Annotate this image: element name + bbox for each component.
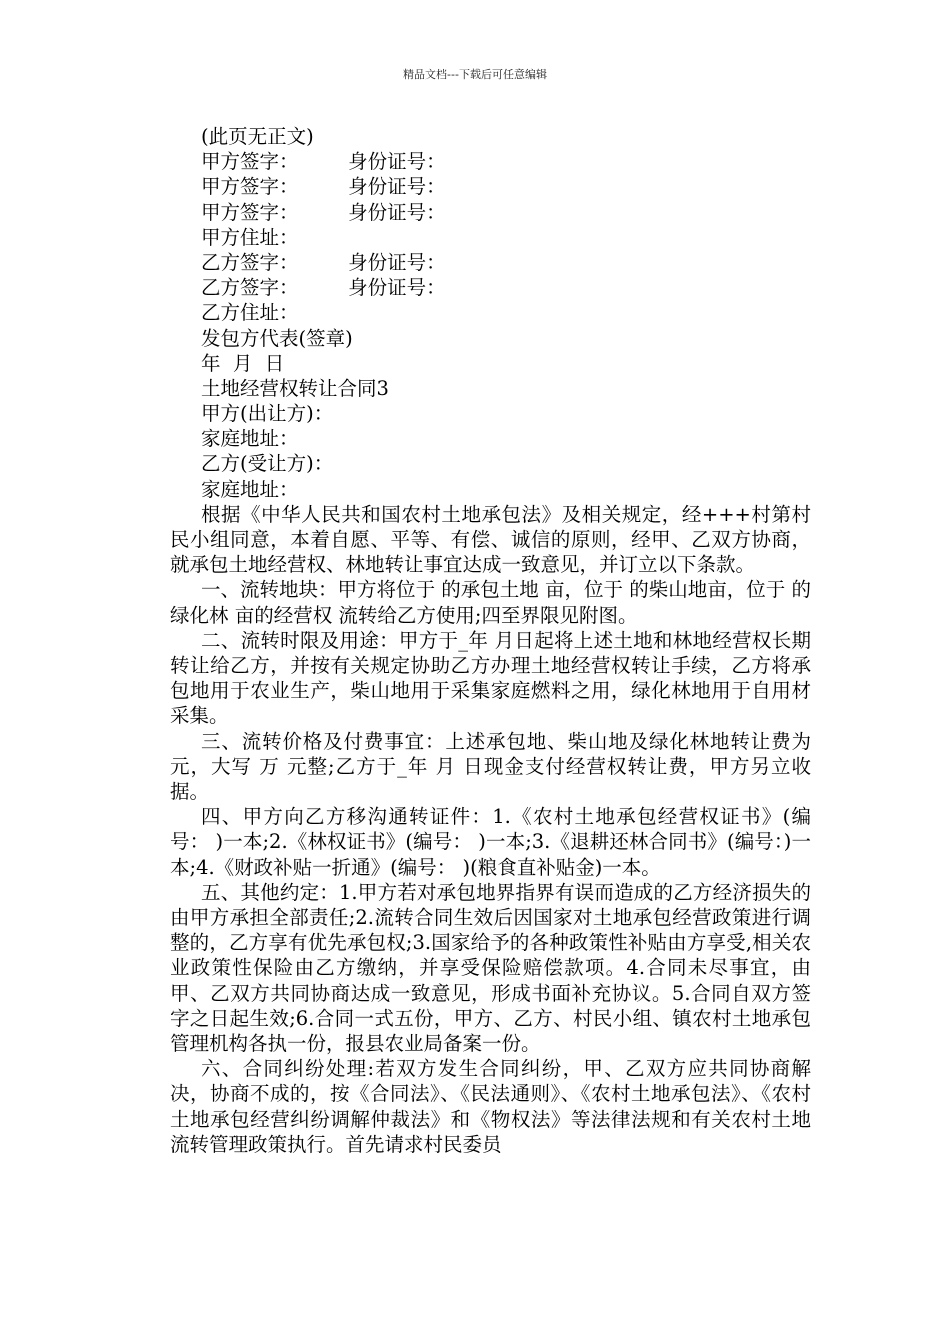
party-b-signature-2: 乙方签字： 身份证号： xyxy=(201,276,446,300)
party-b-home-address: 家庭地址： xyxy=(201,477,299,501)
clause-4-paragraph: 四、甲方向乙方移沟通转证件：1.《农村土地承包经营权证书》(编号： )一本;2.《林权证书》(编号： )一本;3.《退耕还林合同书》(编号：)一本;4.《财政补贴一折通》(编号： )(粮食直补贴金)一本。 xyxy=(170,805,811,879)
clause-3-paragraph: 三、流转价格及付费事宜：上述承包地、柴山地及绿化林地转让费为 元，大写 万 元整;乙方于_年 月 日现金支付经营权转让费，甲方另立收据。 xyxy=(170,729,811,804)
party-b-address: 乙方住址： xyxy=(201,301,299,325)
document-body xyxy=(170,124,811,1157)
clause-1-paragraph: 一、流转地块：甲方将位于 的承包土地 亩，位于 的柴山地亩，位于 的绿化林 亩的经营权 流转给乙方使用;四至界限见附图。 xyxy=(170,578,811,627)
contractor-representative: 发包方代表(签章) xyxy=(201,326,353,350)
party-b-label: 乙方(受让方)： xyxy=(201,452,334,476)
party-a-home-address: 家庭地址： xyxy=(201,427,299,451)
clause-2-paragraph: 二、流转时限及用途：甲方于_年 月日起将上述土地和林地经营权长期转让给乙方，并按有关规定协助乙方办理土地经营权转让手续，乙方将承包地用于农业生产，柴山地用于采集家庭燃料之用，绿化林地用于自用材采集。 xyxy=(170,628,811,728)
page-header: 精品文档---下载后可任意编辑 xyxy=(403,68,547,81)
no-text-note: (此页无正文) xyxy=(201,125,314,148)
party-b-signature-1: 乙方签字： 身份证号： xyxy=(201,250,446,274)
party-a-label: 甲方(出让方)： xyxy=(201,402,334,426)
clause-6-paragraph: 六、合同纠纷处理:若双方发生合同纠纷，甲、乙双方应共同协商解决，协商不成的，按《合同法》、《民法通则》、《农村土地承包法》、《农村土地承包经营纠纷调解仲裁法》和《物权法》等法律法规和有关农村土地流转管理政策执行。首先请求村民委员 xyxy=(170,1057,811,1156)
party-a-signature-1: 甲方签字： 身份证号： xyxy=(201,150,446,174)
party-a-address: 甲方住址： xyxy=(201,225,299,249)
contract-title: 土地经营权转让合同3 xyxy=(201,376,389,400)
party-a-signature-2: 甲方签字： 身份证号： xyxy=(201,175,446,199)
clause-5-paragraph: 五、其他约定：1.甲方若对承包地界指界有误而造成的乙方经济损失的由甲方承担全部责任;2.流转合同生效后因国家对土地承包经营政策进行调整的，乙方享有优先承包权;3.国家给予的各种政策性补贴由方享受,相关农业政策性保险由乙方缴纳，并享受保险赔偿款项。4.合同未尽事宜，由甲、乙双方共同协商达成一致意见，形成书面补充协议。5.合同自双方签字之日起生效;6.合同一式五份，甲方、乙方、村民小组、镇农村土地承包管理机构各执一份，报县农业局备案一份。 xyxy=(170,880,811,1056)
party-a-signature-3: 甲方签字： 身份证号： xyxy=(201,200,446,224)
preamble-paragraph: 根据《中华人民共和国农村土地承包法》及相关规定，经+++村第村民小组同意，本着自愿、平等、有偿、诚信的原则，经甲、乙双方协商，就承包土地经营权、林地转让事宜达成一致意见，并订立以下条款。 xyxy=(170,502,811,577)
date-line: 年 月 日 xyxy=(201,351,285,375)
